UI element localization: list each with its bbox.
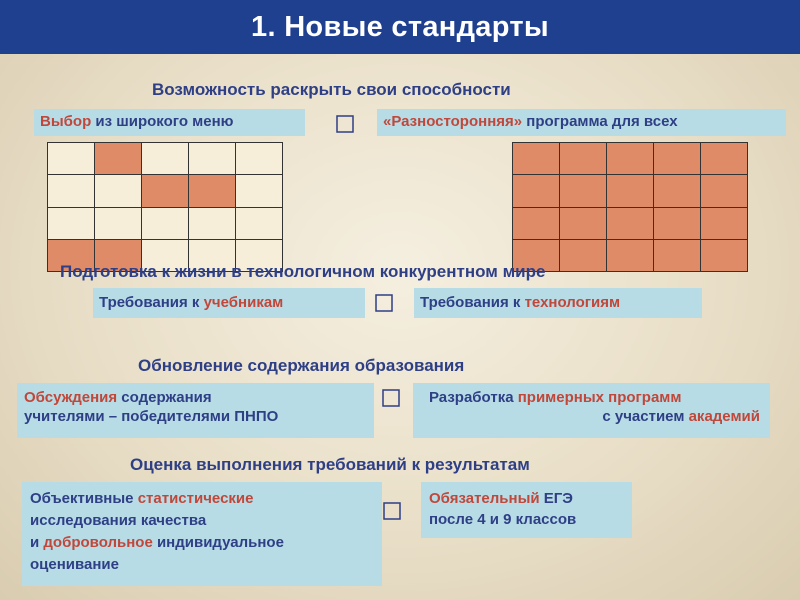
grid-row — [513, 207, 748, 239]
section2-left-box — [93, 288, 365, 318]
grid-cell — [654, 207, 701, 239]
section3-left-hl: Обсуждения — [24, 389, 118, 406]
grid-cell — [607, 143, 654, 175]
grid-cell — [560, 143, 607, 175]
section1-left-rest: из широкого меню — [91, 113, 234, 130]
section2-right-hl: технологиям — [524, 294, 621, 311]
section4-left-hl1: статистические — [137, 490, 254, 507]
section4-right-box — [421, 482, 632, 538]
section3-right-a: Разработка — [429, 389, 518, 406]
section1-right-rest: программа для всех — [522, 113, 678, 130]
grid-row — [513, 143, 748, 175]
section4-right-b: ЕГЭ — [539, 490, 573, 507]
arrow-icon — [334, 113, 356, 135]
section3-left-box — [17, 383, 374, 438]
section4-left-hl2: добровольное — [43, 534, 153, 551]
section1-left-hl: Выбор — [40, 113, 92, 130]
section3-right-b: с участием — [602, 408, 689, 425]
title-bar — [0, 0, 800, 54]
section3-right-hl1: примерных программ — [517, 389, 682, 406]
grid-cell — [48, 143, 95, 175]
section4-left-line2: исследования качества — [30, 512, 207, 529]
section1-heading: Возможность раскрыть свои способности — [152, 80, 511, 99]
grid-cell — [654, 143, 701, 175]
grid-cell — [189, 207, 236, 239]
grid-row — [513, 239, 748, 271]
grid-row — [513, 175, 748, 207]
grid-cell — [560, 207, 607, 239]
section4-right-line2: после 4 и 9 классов — [429, 511, 577, 528]
grid-cell — [48, 175, 95, 207]
grid-cell — [513, 175, 560, 207]
grid-cell — [236, 175, 283, 207]
section4-heading: Оценка выполнения требований к результатам — [130, 455, 530, 474]
grid-right — [512, 142, 748, 272]
grid-cell — [701, 207, 748, 239]
page-title: 1. Новые стандарты — [251, 10, 549, 43]
section2-right-text: Требования к — [420, 294, 525, 311]
section4-left-d: индивидуальное — [152, 534, 284, 551]
grid-cell — [189, 143, 236, 175]
grid-row — [48, 207, 283, 239]
section3-right-hl2: академий — [688, 408, 760, 425]
section4-left-a: Объективные — [30, 490, 138, 507]
arrow-icon — [381, 500, 403, 522]
section2-left-hl: учебникам — [203, 294, 284, 311]
grid-cell — [142, 207, 189, 239]
section4-left-c: и — [30, 534, 44, 551]
section4-left-line4: оценивание — [30, 556, 119, 573]
grid-cell — [701, 239, 748, 271]
grid-cell — [142, 175, 189, 207]
grid-cell — [513, 207, 560, 239]
grid-cell — [189, 175, 236, 207]
grid-cell — [607, 207, 654, 239]
grid-cell — [701, 175, 748, 207]
grid-cell — [48, 207, 95, 239]
section4-left-box — [22, 482, 382, 586]
section3-heading: Обновление содержания образования — [138, 356, 465, 375]
section3-left-rest: содержания — [117, 389, 212, 406]
section2-left-text: Требования к — [99, 294, 204, 311]
section4-right-hl: Обязательный — [429, 490, 540, 507]
arrow-icon — [373, 292, 395, 314]
grid-cell — [607, 175, 654, 207]
section3-left-line2: учителями – победителями ПНПО — [24, 408, 279, 425]
section1-right-box — [377, 109, 786, 136]
grid-cell — [607, 239, 654, 271]
grid-row — [48, 175, 283, 207]
grid-cell — [236, 207, 283, 239]
grid-cell — [236, 143, 283, 175]
arrow-icon — [380, 387, 402, 409]
grid-cell — [560, 239, 607, 271]
grid-cell — [560, 175, 607, 207]
grid-cell — [95, 207, 142, 239]
grid-cell — [513, 143, 560, 175]
section2-right-box — [414, 288, 702, 318]
section2-heading: Подготовка к жизни в технологичном конкурентном мире — [60, 262, 546, 281]
section1-left-box — [34, 109, 305, 136]
grid-cell — [701, 143, 748, 175]
section1-right-hl: «Разносторонняя» — [383, 113, 523, 130]
grid-left — [47, 142, 283, 272]
grid-row — [48, 143, 283, 175]
section3-right-box — [413, 383, 770, 438]
grid-cell — [95, 143, 142, 175]
grid-cell — [654, 175, 701, 207]
grid-cell — [654, 239, 701, 271]
grid-cell — [142, 143, 189, 175]
grid-cell — [95, 175, 142, 207]
